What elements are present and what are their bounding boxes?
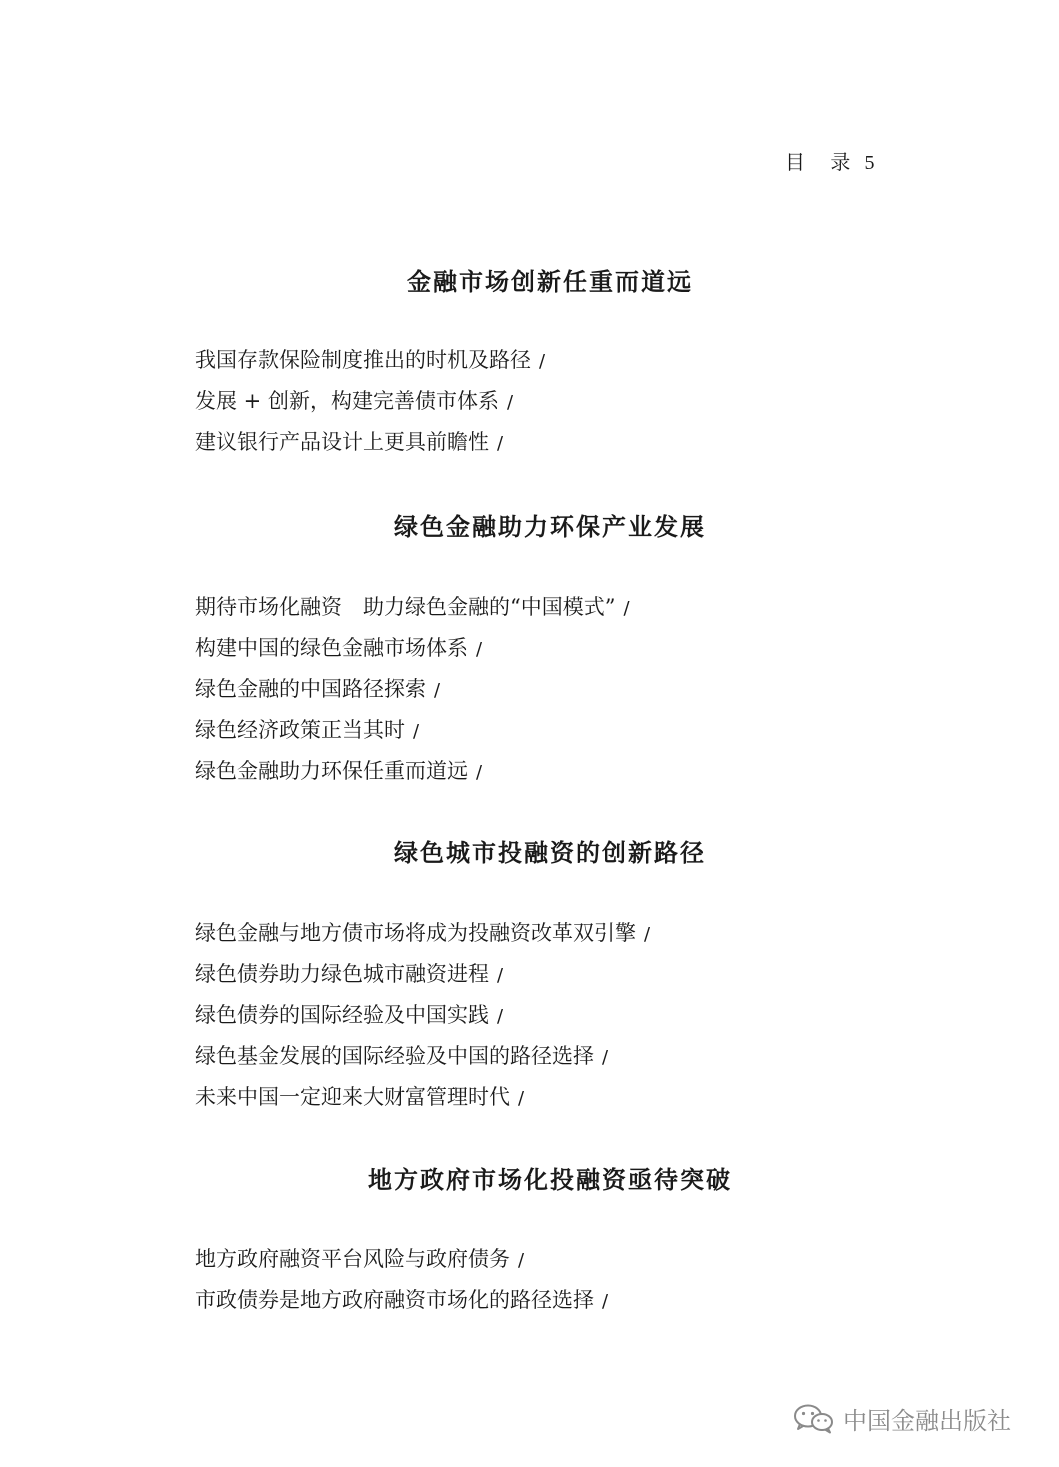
entry-title: 绿色债券助力绿色城市融资进程 [195,962,489,986]
entry-title: 绿色经济政策正当其时 [195,718,405,742]
entry-separator: / [497,1006,504,1027]
entry-list [195,587,630,792]
entry-title: 发展 + 创新，构建完善债市体系 [195,389,499,413]
section-title: 地方政府市场化投融资亟待突破 [368,1165,732,1194]
entry-separator: / [644,924,651,945]
toc-entry[interactable] [195,381,545,422]
entry-title: 绿色债券的国际经验及中国实践 [195,1003,489,1027]
entry-list [195,340,545,463]
toc-entry[interactable] [195,422,545,463]
entry-title: 绿色金融与地方债市场将成为投融资改革双引擎 [195,921,636,945]
section-title: 金融市场创新任重而道远 [407,267,693,296]
entry-title: 地方政府融资平台风险与政府债务 [195,1247,510,1271]
toc-entry[interactable] [195,710,630,751]
entry-title: 建议银行产品设计上更具前瞻性 [195,430,489,454]
watermark-text: 中国金融出版社 [843,1407,1011,1435]
entry-separator: / [539,351,546,372]
wechat-icon [793,1403,835,1435]
watermark [793,1401,1011,1436]
running-head-title: 目 录 [785,150,851,174]
entry-separator: / [506,392,514,413]
toc-entry[interactable] [195,954,650,995]
entry-title: 绿色金融助力环保任重而道远 [195,759,468,783]
entry-title: 绿色金融的中国路径探索 [195,677,426,701]
toc-entry[interactable] [195,1280,608,1321]
toc-entry[interactable] [195,913,650,954]
entry-separator: / [518,1088,525,1109]
toc-entry[interactable] [195,628,630,669]
section-title: 绿色城市投融资的创新路径 [394,838,706,867]
entry-separator: / [497,965,504,986]
entry-separator: / [602,1291,609,1312]
entry-separator: / [434,680,441,701]
toc-entry[interactable] [195,587,630,628]
entry-title: 未来中国一定迎来大财富管理时代 [195,1085,510,1109]
entry-list [195,1239,608,1321]
section-title: 绿色金融助力环保产业发展 [394,512,706,541]
entry-title: 市政债券是地方政府融资市场化的路径选择 [195,1288,594,1312]
page-number: 5 [864,152,875,174]
entry-separator: / [476,762,483,783]
entry-separator: / [602,1047,609,1068]
entry-title: 我国存款保险制度推出的时机及路径 [195,348,531,372]
toc-entry[interactable] [195,995,650,1036]
entry-separator: / [413,721,420,742]
entry-separator: / [476,639,483,660]
toc-entry[interactable] [195,669,630,710]
entry-separator: / [497,433,504,454]
running-head [785,146,874,175]
entry-list [195,913,650,1118]
entry-title: 构建中国的绿色金融市场体系 [195,636,468,660]
toc-entry[interactable] [195,1036,650,1077]
entry-title: 绿色基金发展的国际经验及中国的路径选择 [195,1044,594,1068]
toc-entry[interactable] [195,751,630,792]
entry-title: 期待市场化融资 助力绿色金融的“中国模式” [195,595,616,619]
entry-separator: / [623,598,630,619]
toc-entry[interactable] [195,340,545,381]
entry-separator: / [518,1250,525,1271]
toc-entry[interactable] [195,1239,608,1280]
toc-entry[interactable] [195,1077,650,1118]
